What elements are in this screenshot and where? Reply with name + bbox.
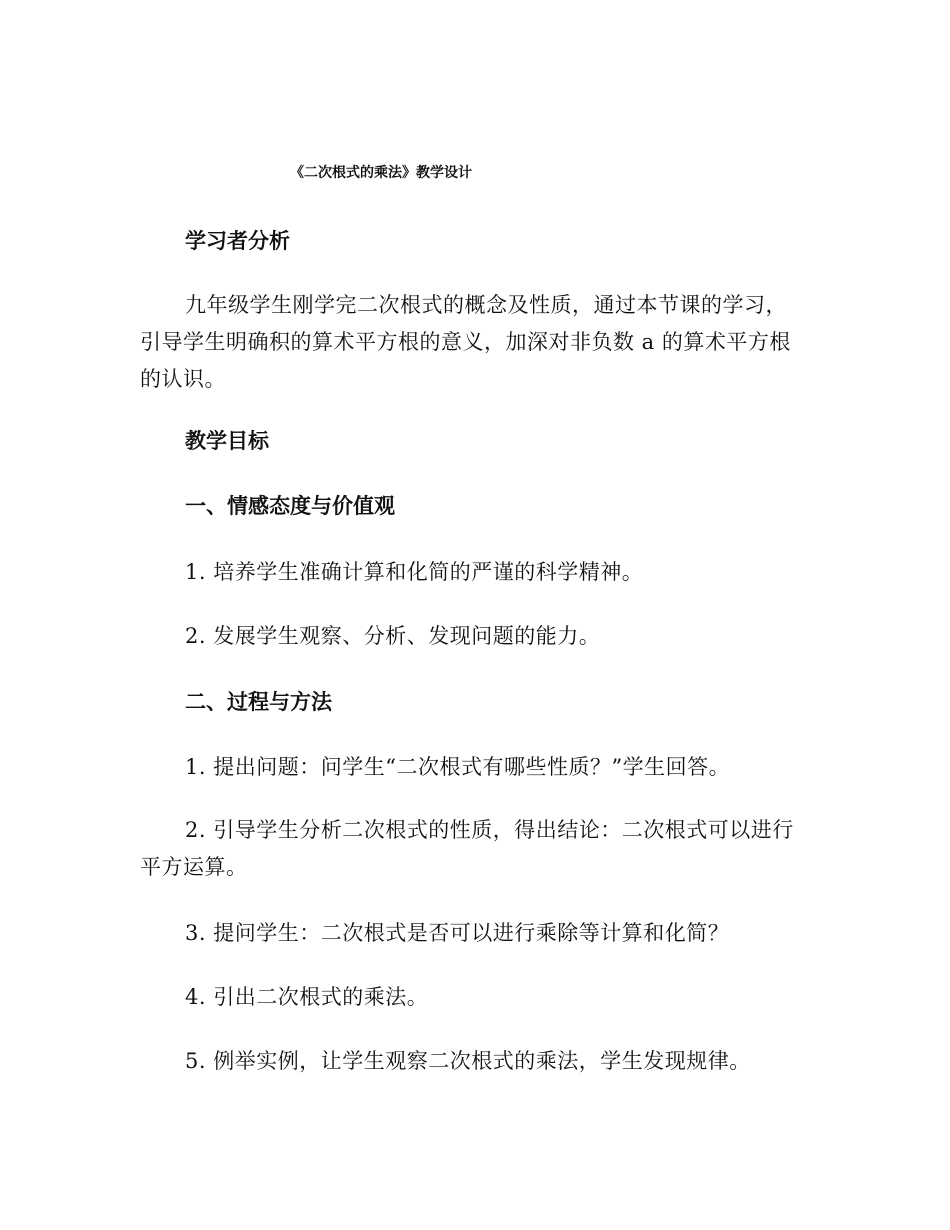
section2-item-5: 5. 例举实例，让学生观察二次根式的乘法，学生发现规律。 <box>185 1049 751 1073</box>
objectives-heading: 教学目标 <box>185 429 269 453</box>
section1-item-1: 1. 培养学生准确计算和化简的严谨的科学精神。 <box>185 560 644 584</box>
section2-item-3: 3. 提问学生：二次根式是否可以进行乘除等计算和化简？ <box>185 921 730 945</box>
section2-item-4: 4. 引出二次根式的乘法。 <box>185 985 429 1009</box>
learner-analysis-heading: 学习者分析 <box>185 229 290 253</box>
learner-analysis-paragraph: 九年级学生刚学完二次根式的概念及性质，通过本节课的学习，引导学生明确积的算术平方根的意义，加深对非负数 a 的算术平方根的认识。 <box>140 293 791 391</box>
section2-heading: 二、过程与方法 <box>185 690 332 714</box>
section2-item-2: 2. 引导学生分析二次根式的性质，得出结论：二次根式可以进行平方运算。 <box>140 818 794 879</box>
section2-item-1: 1. 提出问题：问学生“二次根式有哪些性质？”学生回答。 <box>185 755 731 779</box>
document-title: 《二次根式的乘法》教学设计 <box>290 165 472 181</box>
section1-heading: 一、情感态度与价值观 <box>185 494 395 518</box>
section1-item-2: 2. 发展学生观察、分析、发现问题的能力。 <box>185 624 601 648</box>
